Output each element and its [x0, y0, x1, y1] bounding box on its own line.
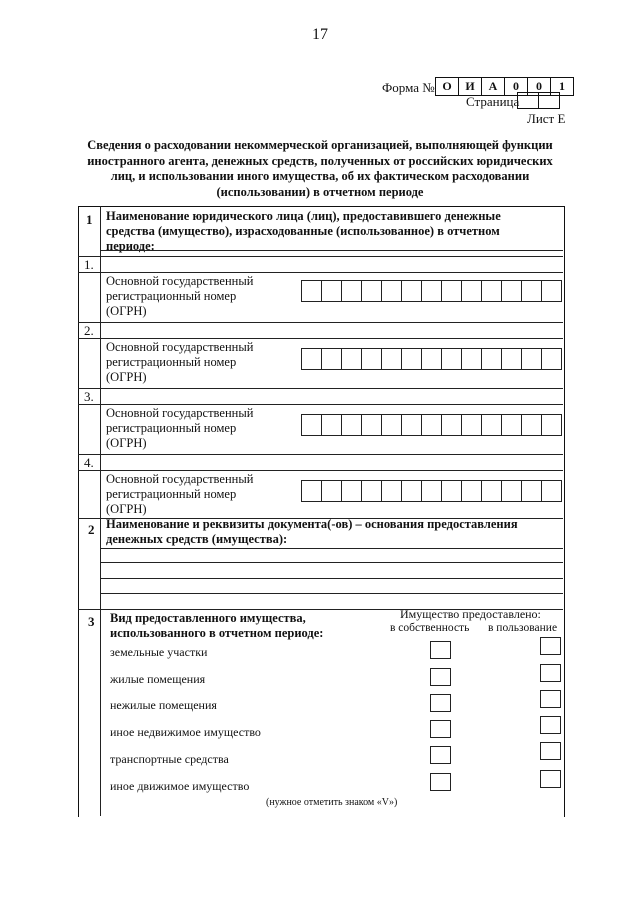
ownership-checkbox[interactable]: [430, 694, 451, 712]
ogrn-input-4[interactable]: [302, 480, 562, 502]
ogrn-digit-cell[interactable]: [541, 414, 562, 436]
use-checkbox[interactable]: [540, 742, 561, 760]
ogrn-digit-cell[interactable]: [441, 280, 462, 302]
entry-4-number: 4.: [84, 455, 94, 470]
ogrn-digit-cell[interactable]: [401, 280, 422, 302]
ogrn-digit-cell[interactable]: [521, 348, 542, 370]
ogrn-digit-cell[interactable]: [301, 480, 322, 502]
ogrn-digit-cell[interactable]: [421, 280, 442, 302]
ogrn-digit-cell[interactable]: [481, 414, 502, 436]
ogrn-digit-cell[interactable]: [421, 414, 442, 436]
row-divider: [78, 470, 563, 471]
ogrn-digit-cell[interactable]: [341, 414, 362, 436]
ogrn-digit-cell[interactable]: [461, 280, 482, 302]
use-checkbox[interactable]: [540, 770, 561, 788]
ogrn-digit-cell[interactable]: [321, 480, 342, 502]
answer-line[interactable]: [100, 548, 563, 549]
page-field-cell[interactable]: [538, 92, 560, 109]
use-checkbox[interactable]: [540, 690, 561, 708]
form-code-cell: О: [435, 77, 459, 96]
ownership-checkbox[interactable]: [430, 720, 451, 738]
ogrn-digit-cell[interactable]: [421, 348, 442, 370]
number-column-divider: [100, 206, 101, 816]
ownership-checkbox[interactable]: [430, 668, 451, 686]
ogrn-digit-cell[interactable]: [341, 348, 362, 370]
label-line: регистрационный номер: [106, 355, 237, 369]
property-item: земельные участки: [110, 645, 208, 659]
ogrn-digit-cell[interactable]: [521, 280, 542, 302]
ogrn-label: [106, 274, 276, 319]
page-field-cell[interactable]: [517, 92, 539, 109]
answer-line[interactable]: [100, 578, 563, 579]
entry-2-number: 2.: [84, 323, 94, 338]
ogrn-digit-cell[interactable]: [301, 414, 322, 436]
title-line: лиц, и использовании иного имущества, об их фактическом расходовании: [110, 169, 530, 183]
label-line: Основной государственный: [106, 340, 254, 354]
answer-line[interactable]: [100, 593, 563, 594]
form-code-cell: 0: [504, 77, 528, 96]
row-divider: [78, 404, 563, 405]
ogrn-digit-cell[interactable]: [441, 414, 462, 436]
heading-line: использованного в отчетном периоде:: [110, 626, 324, 640]
ogrn-digit-cell[interactable]: [321, 414, 342, 436]
provided-header: Имущество предоставлено:: [400, 607, 541, 621]
column-use-label: в пользование: [488, 622, 558, 634]
label-line: регистрационный номер: [106, 487, 237, 501]
label-line: Основной государственный: [106, 472, 254, 486]
page-field[interactable]: [518, 92, 560, 109]
property-item: нежилые помещения: [110, 698, 217, 712]
ogrn-digit-cell[interactable]: [501, 280, 522, 302]
ogrn-digit-cell[interactable]: [481, 280, 502, 302]
column-ownership-label: в собственность: [390, 622, 470, 634]
ogrn-digit-cell[interactable]: [361, 348, 382, 370]
ogrn-digit-cell[interactable]: [321, 348, 342, 370]
row-divider: [78, 338, 563, 339]
ogrn-digit-cell[interactable]: [301, 280, 322, 302]
use-checkbox[interactable]: [540, 664, 561, 682]
form-code-cell: 0: [527, 77, 551, 96]
label-line: (ОГРН): [106, 370, 147, 384]
ogrn-digit-cell[interactable]: [461, 480, 482, 502]
ogrn-digit-cell[interactable]: [321, 280, 342, 302]
heading-underline: [100, 250, 563, 251]
heading-line: денежных средств (имущества):: [106, 532, 288, 546]
ogrn-digit-cell[interactable]: [421, 480, 442, 502]
ogrn-label: [106, 406, 276, 451]
heading-line: периоде:: [106, 239, 155, 253]
ogrn-digit-cell[interactable]: [541, 280, 562, 302]
ogrn-digit-cell[interactable]: [541, 348, 562, 370]
form-code-cell: И: [458, 77, 482, 96]
label-line: Основной государственный: [106, 406, 254, 420]
ogrn-digit-cell[interactable]: [381, 280, 402, 302]
ogrn-digit-cell[interactable]: [541, 480, 562, 502]
section-2-heading: [106, 517, 561, 547]
row-divider: [78, 454, 563, 455]
answer-line[interactable]: [100, 562, 563, 563]
label-line: (ОГРН): [106, 436, 147, 450]
row-divider: [78, 322, 563, 323]
page-number: 17: [312, 26, 328, 43]
ogrn-digit-cell[interactable]: [341, 280, 362, 302]
ogrn-digit-cell[interactable]: [401, 480, 422, 502]
ownership-checkbox[interactable]: [430, 746, 451, 764]
ogrn-digit-cell[interactable]: [361, 280, 382, 302]
label-line: (ОГРН): [106, 502, 147, 516]
form-code-cell: А: [481, 77, 505, 96]
ogrn-digit-cell[interactable]: [381, 414, 402, 436]
ogrn-digit-cell[interactable]: [501, 348, 522, 370]
section-1-heading: [106, 209, 556, 254]
ownership-checkbox[interactable]: [430, 641, 451, 659]
ogrn-digit-cell[interactable]: [401, 414, 422, 436]
document-title: [76, 138, 564, 200]
heading-line: Вид предоставленного имущества,: [110, 611, 306, 625]
label-line: Основной государственный: [106, 274, 254, 288]
ogrn-digit-cell[interactable]: [441, 348, 462, 370]
label-line: (ОГРН): [106, 304, 147, 318]
label-line: регистрационный номер: [106, 421, 237, 435]
ogrn-input-1[interactable]: [302, 280, 562, 302]
ogrn-digit-cell[interactable]: [361, 414, 382, 436]
heading-line: Наименование и реквизиты документа(-ов) – основания предоставления: [106, 517, 518, 531]
ogrn-digit-cell[interactable]: [481, 480, 502, 502]
ogrn-digit-cell[interactable]: [501, 414, 522, 436]
heading-line: Наименование юридического лица (лиц), предоставившего денежные: [106, 209, 501, 223]
section-2-number: 2: [88, 522, 95, 537]
entry-3-number: 3.: [84, 389, 94, 404]
heading-line: средства (имущество), израсходованные (использованное) в отчетном: [106, 224, 500, 238]
ogrn-digit-cell[interactable]: [521, 480, 542, 502]
label-line: регистрационный номер: [106, 289, 237, 303]
title-line: иностранного агента, денежных средств, полученных от российских юридических: [87, 153, 553, 168]
ogrn-label: [106, 340, 276, 385]
sheet-label: Лист Е: [527, 111, 566, 126]
page-field-label: Страница: [466, 94, 520, 109]
form-code-cell: 1: [550, 77, 574, 96]
ogrn-digit-cell[interactable]: [461, 348, 482, 370]
section-3-heading: [110, 611, 390, 641]
row-divider: [78, 256, 563, 257]
row-divider: [78, 388, 563, 389]
ogrn-digit-cell[interactable]: [381, 480, 402, 502]
ownership-checkbox[interactable]: [430, 773, 451, 791]
row-divider: [78, 272, 563, 273]
ogrn-digit-cell[interactable]: [341, 480, 362, 502]
ogrn-input-2[interactable]: [302, 348, 562, 370]
section-1-number: 1: [86, 212, 93, 227]
use-checkbox[interactable]: [540, 637, 561, 655]
ogrn-digit-cell[interactable]: [481, 348, 502, 370]
ogrn-digit-cell[interactable]: [461, 414, 482, 436]
ogrn-label: [106, 472, 276, 517]
use-checkbox[interactable]: [540, 716, 561, 734]
ogrn-digit-cell[interactable]: [501, 480, 522, 502]
ogrn-digit-cell[interactable]: [361, 480, 382, 502]
ogrn-digit-cell[interactable]: [521, 414, 542, 436]
property-item: жилые помещения: [110, 672, 206, 686]
property-item: иное недвижимое имущество: [110, 725, 261, 739]
instruction-note: (нужное отметить знаком «V»): [266, 797, 398, 808]
ogrn-digit-cell[interactable]: [441, 480, 462, 502]
ogrn-digit-cell[interactable]: [381, 348, 402, 370]
ogrn-digit-cell[interactable]: [301, 348, 322, 370]
section-3-number: 3: [88, 614, 95, 629]
title-line: (использовании) в отчетном периоде: [216, 184, 424, 199]
title-line: Сведения о расходовании некоммерческой организацией, выполняющей функции: [87, 138, 553, 152]
entry-1-number: 1.: [84, 257, 94, 272]
ogrn-input-3[interactable]: [302, 414, 562, 436]
property-item: транспортные средства: [110, 752, 229, 766]
ogrn-digit-cell[interactable]: [401, 348, 422, 370]
form-number-label: Форма №: [382, 80, 435, 95]
property-item: иное движимое имущество: [110, 779, 250, 793]
